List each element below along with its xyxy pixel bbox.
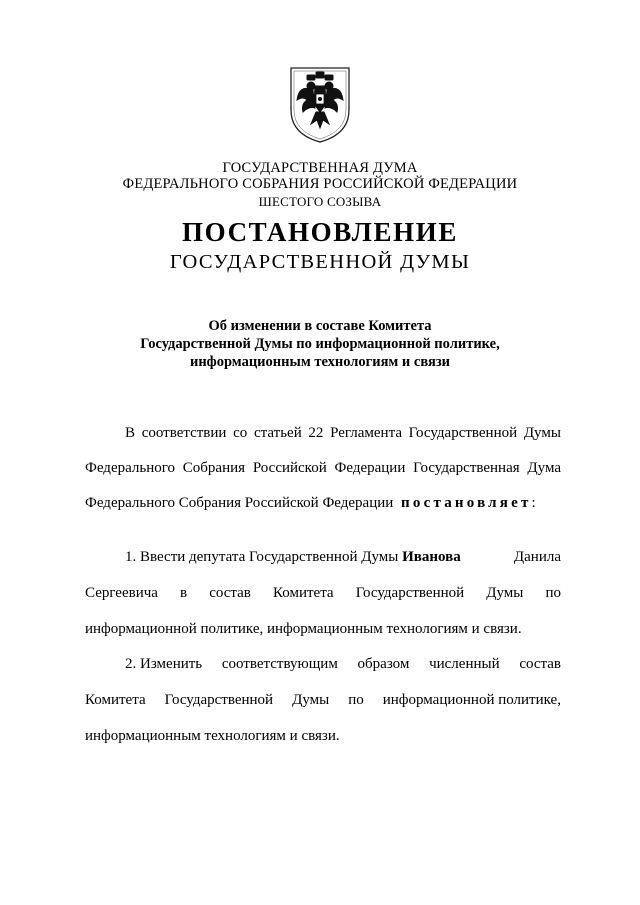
header-line-3: ШЕСТОГО СОЗЫВА [258, 194, 382, 209]
item-1-line-1: 1. Ввести депутата Государственной Думы Иванова Данила [125, 549, 561, 565]
header-line-1: ГОСУДАРСТВЕННАЯ ДУМА [222, 160, 418, 176]
preamble-line-3: Федерального Собрания Российской Федерации постановляет: [85, 495, 536, 511]
subject-line-3: информационным технологиям и связи [189, 354, 451, 370]
item-1-line-2: Сергеевича в состав Комитета Государственной Думы по [85, 585, 561, 601]
preamble-line-1: В соответствии со статьей 22 Регламента Государственной Думы [125, 425, 561, 441]
item-2-line-2: Комитета Государственной Думы по информационной политике, [85, 692, 561, 708]
coat-of-arms-icon [289, 64, 351, 144]
resolves-keyword: постановляет [401, 495, 532, 511]
subject-line-1: Об изменении в составе Комитета [208, 318, 432, 334]
item-2-line-1: 2. Изменить соответствующим образом численный состав [125, 656, 561, 672]
header-line-2: ФЕДЕРАЛЬНОГО СОБРАНИЯ РОССИЙСКОЙ ФЕДЕРАЦИИ [122, 176, 518, 192]
item-1-line-3: информационной политике, информационным технологиям и связи. [85, 621, 522, 637]
item-2-line-3: информационным технологиям и связи. [85, 728, 340, 744]
document-title: ПОСТАНОВЛЕНИЕ [182, 217, 458, 247]
preamble-line-2: Федерального Собрания Российской Федерации Государственная Дума [85, 460, 561, 476]
deputy-name: Иванова [402, 549, 461, 565]
document-subtitle: ГОСУДАРСТВЕННОЙ ДУМЫ [169, 251, 471, 273]
subject-line-2: Государственной Думы по информационной политике, [140, 336, 500, 352]
